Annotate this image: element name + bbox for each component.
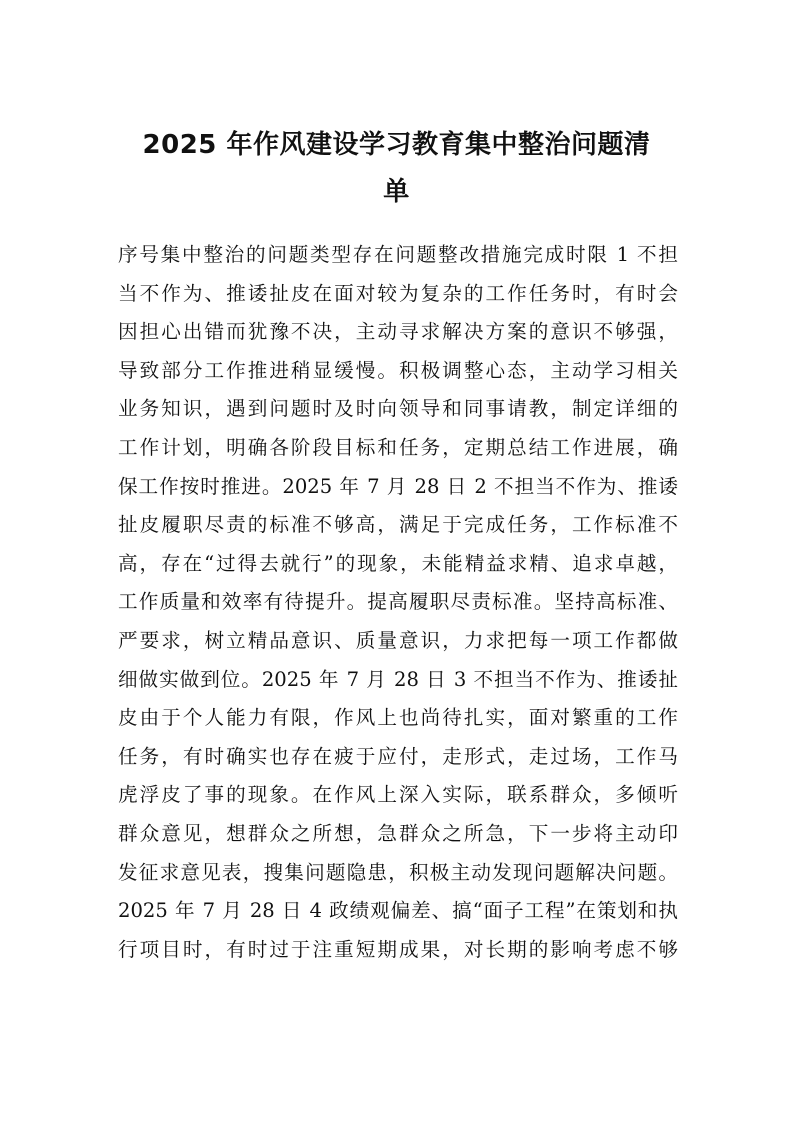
body-line: 虎浮皮了事的现象。在作风上深入实际，联系群众，多倾听 [118, 783, 678, 807]
body-line: 扯皮履职尽责的标准不够高，满足于完成任务，工作标准不 [118, 513, 678, 537]
body-line: 业务知识，遇到问题时及时向领导和同事请教，制定详细的 [118, 397, 678, 421]
body-line: 序号集中整治的问题类型存在问题整改措施完成时限 1 不担 [118, 243, 678, 266]
document-body [118, 236, 678, 969]
body-line: 导致部分工作推进稍显缓慢。积极调整心态，主动学习相关 [118, 358, 678, 382]
body-line: 行项目时，有时过于注重短期成果，对长期的影响考虑不够 [118, 937, 678, 961]
title-line-1: 2025 年作风建设学习教育集中整治问题清 [142, 130, 651, 160]
body-line: 细做实做到位。2025 年 7 月 28 日 3 不担当不作为、推诿扯 [118, 667, 678, 691]
body-line: 任务，有时确实也存在疲于应付，走形式，走过场，工作马 [118, 744, 678, 768]
body-line: 严要求，树立精品意识、质量意识，力求把每一项工作都做 [118, 628, 678, 652]
body-line: 发征求意见表，搜集问题隐患，积极主动发现问题解决问题。 [118, 860, 678, 884]
body-line: 工作计划，明确各阶段目标和任务，定期总结工作进展，确 [118, 435, 678, 459]
body-line: 工作质量和效率有待提升。提高履职尽责标准。坚持高标准、 [118, 590, 678, 614]
body-line: 当不作为、推诿扯皮在面对较为复杂的工作任务时，有时会 [118, 281, 678, 305]
body-line: 皮由于个人能力有限，作风上也尚待扎实，面对繁重的工作 [118, 706, 678, 730]
body-line: 保工作按时推进。2025 年 7 月 28 日 2 不担当不作为、推诿 [118, 474, 678, 498]
body-line: 群众意见，想群众之所想，急群众之所急，下一步将主动印 [118, 821, 678, 845]
title-line-2: 单 [383, 177, 410, 207]
body-line: 因担心出错而犹豫不决，主动寻求解决方案的意识不够强， [118, 320, 678, 344]
body-line: 2025 年 7 月 28 日 4 政绩观偏差、搞“面子工程”在策划和执 [118, 899, 678, 923]
body-line: 高，存在“过得去就行”的现象，未能精益求精、追求卓越， [118, 551, 678, 575]
document-title [118, 122, 675, 216]
